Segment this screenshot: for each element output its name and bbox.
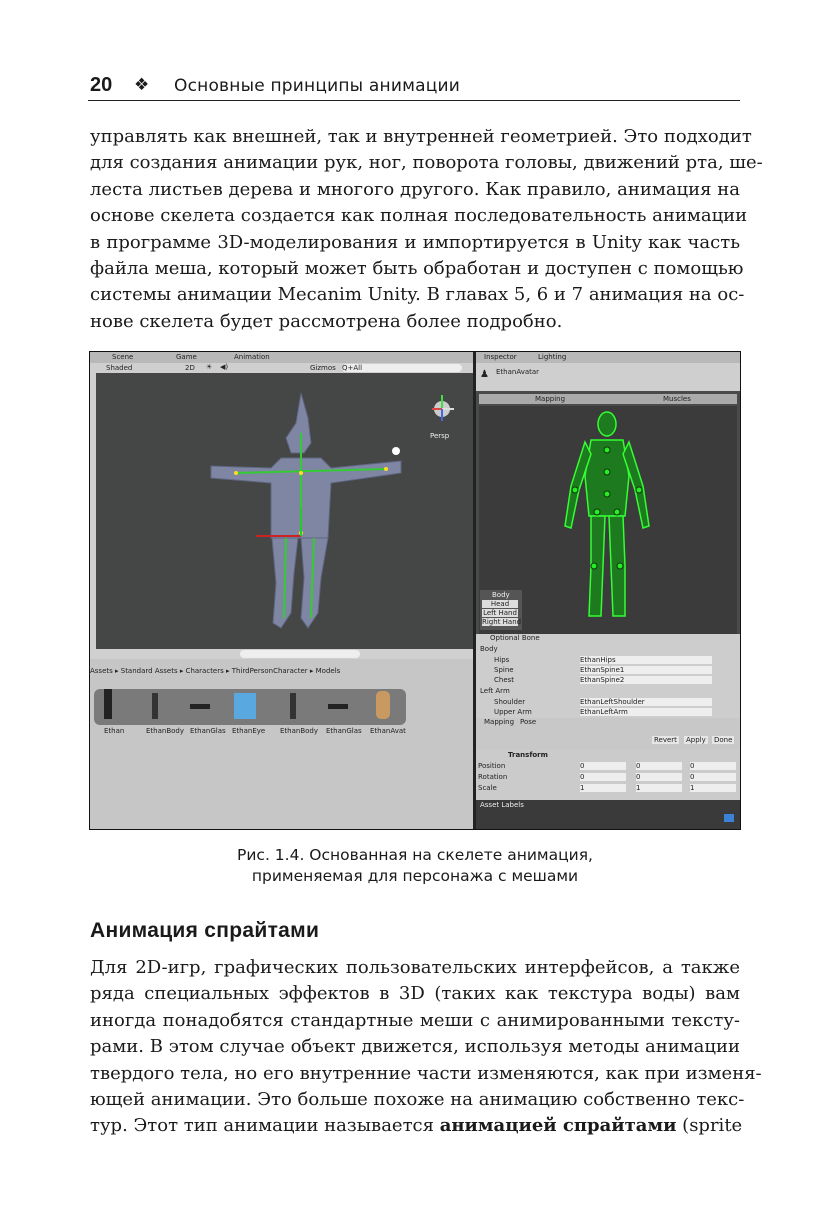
asset-thumb-glasses[interactable] <box>190 704 210 709</box>
asset-label: EthanAvat <box>370 727 406 735</box>
tab-game[interactable]: Game <box>176 353 197 361</box>
scale-y-field[interactable]: 1 <box>636 784 682 792</box>
mapping-tabs <box>479 394 737 404</box>
transform-component <box>476 750 740 800</box>
left-hand-view-button[interactable]: Left Hand <box>483 609 517 617</box>
asset-thumb-eye[interactable] <box>234 693 256 719</box>
shading-mode-dropdown[interactable]: Shaded <box>106 364 133 372</box>
inspector-header <box>476 363 740 391</box>
project-panel <box>90 659 473 829</box>
text-line: системы анимации Mecanim Unity. В главах 5, 6 и 7 анимация на ос- <box>90 284 745 306</box>
bone-hips-label: Hips <box>494 656 510 664</box>
avatar-icon: ♟ <box>480 369 489 380</box>
rotation-y-field[interactable]: 0 <box>636 773 682 781</box>
bone-shoulder-field[interactable]: EthanLeftShoulder <box>580 698 712 706</box>
asset-thumb-glasses2[interactable] <box>328 704 348 709</box>
bone-mapping-list <box>476 634 740 718</box>
page-number: 20 <box>90 74 113 96</box>
gizmos-dropdown[interactable]: Gizmos <box>310 364 336 372</box>
text-line: для создания анимации рук, ног, поворота головы, движений рта, ше- <box>90 152 763 174</box>
persp-label[interactable]: Persp <box>430 432 450 440</box>
scene-search-input[interactable]: Q+All <box>342 364 462 372</box>
character-model <box>96 373 473 649</box>
revert-button[interactable]: Revert <box>654 736 677 744</box>
tab-mapping-bottom[interactable]: Mapping <box>484 718 515 726</box>
scene-viewport[interactable] <box>96 373 473 649</box>
transform-title[interactable]: Transform <box>508 751 548 759</box>
scale-label: Scale <box>478 784 497 792</box>
sun-icon[interactable]: ☀ <box>206 363 213 371</box>
scale-z-field[interactable]: 1 <box>690 784 736 792</box>
asset-thumb-body[interactable] <box>152 693 158 719</box>
view-buttons <box>480 590 522 630</box>
project-search-icon[interactable] <box>240 650 360 658</box>
text-line: рами. В этом случае объект движется, используя методы анимации <box>90 1036 740 1058</box>
position-x-field[interactable]: 0 <box>580 762 626 770</box>
inspector-tab-bar <box>476 352 740 363</box>
text-line: управлять как внешней, так и внутренней геометрией. Это подходит <box>90 126 752 147</box>
bone-chest-label: Chest <box>494 676 515 684</box>
rotation-z-field[interactable]: 0 <box>690 773 736 781</box>
position-y-field[interactable]: 0 <box>636 762 682 770</box>
tab-muscles[interactable]: Muscles <box>663 395 691 403</box>
bone-shoulder-label: Shoulder <box>494 698 526 706</box>
position-z-field[interactable]: 0 <box>690 762 736 770</box>
scale-x-field[interactable]: 1 <box>580 784 626 792</box>
caption-line: применяемая для персонажа с мешами <box>251 867 579 885</box>
asset-label: EthanGlas <box>190 727 226 735</box>
text-line: леста листьев дерева и многого другого. Как правило, анимация на <box>90 178 740 200</box>
tab-pose[interactable]: Pose <box>520 718 537 726</box>
tab-inspector[interactable]: Inspector <box>484 353 517 361</box>
text-line: основе скелета создается как полная последовательность анимации <box>90 205 748 227</box>
asset-labels-bar <box>476 800 740 829</box>
text-line: ющей анимации. Это больше похоже на анимацию собственно текс- <box>90 1089 745 1111</box>
bone-upper-arm-field[interactable]: EthanLeftArm <box>580 708 712 716</box>
figure-caption <box>90 845 740 887</box>
bone-spine-field[interactable]: EthanSpine1 <box>580 666 712 674</box>
tab-lighting[interactable]: Lighting <box>538 353 567 361</box>
asset-thumb-avatar[interactable] <box>376 691 390 719</box>
text-fragment: (sprite <box>676 1115 743 1137</box>
bone-spine-label: Spine <box>494 666 514 674</box>
asset-labels-title[interactable]: Asset Labels <box>480 801 524 809</box>
section-heading: Анимация спрайтами <box>90 919 320 942</box>
right-hand-view-button[interactable]: Right Hand <box>482 618 522 626</box>
asset-label: EthanEye <box>232 727 266 735</box>
chapter-title: Основные принципы анимации <box>174 76 460 96</box>
toggle-2d-button[interactable]: 2D <box>185 364 195 372</box>
mapping-footer <box>476 718 740 750</box>
tab-scene[interactable]: Scene <box>112 353 134 361</box>
body-view-button[interactable]: Body <box>492 591 510 599</box>
bone-hips-field[interactable]: EthanHips <box>580 656 712 664</box>
asset-bundle-icon[interactable] <box>724 814 734 822</box>
bold-term: анимацией спрайтами <box>439 1115 677 1137</box>
unity-editor-figure <box>89 351 741 830</box>
running-header <box>88 72 740 101</box>
avatar-name: EthanAvatar <box>496 368 540 376</box>
position-label: Position <box>478 762 506 770</box>
text-line: нове скелета будет рассмотрена более подробно. <box>90 310 563 332</box>
asset-thumb-body2[interactable] <box>290 693 296 719</box>
scene-tab-bar <box>90 352 473 363</box>
body-paragraph-2 <box>90 955 762 1140</box>
asset-label: EthanBody <box>280 727 319 735</box>
bone-upper-arm-label: Upper Arm <box>494 708 532 716</box>
project-toolbar <box>90 649 473 659</box>
asset-label: Ethan <box>104 727 125 735</box>
optional-bone-label: Optional Bone <box>490 634 540 642</box>
apply-button[interactable]: Apply <box>686 736 706 744</box>
tab-animation[interactable]: Animation <box>234 353 270 361</box>
text-line: Для 2D-игр, графических пользовательских интерфейсов, а также <box>90 957 740 978</box>
project-breadcrumb[interactable]: Assets ▸ Standard Assets ▸ Characters ▸ ThirdPersonCharacter ▸ Models <box>90 667 341 675</box>
rotation-label: Rotation <box>478 773 508 781</box>
text-line: твердого тела, но его внутренние части изменяются, как при изменя- <box>90 1062 762 1084</box>
asset-label: EthanBody <box>146 727 185 735</box>
rotation-x-field[interactable]: 0 <box>580 773 626 781</box>
head-view-button[interactable]: Head <box>482 600 518 608</box>
scene-toolbar <box>90 363 473 373</box>
caption-line: Рис. 1.4. Основанная на скелете анимация, <box>237 846 593 864</box>
text-line: иногда понадобятся стандартные меши с анимированными тексту- <box>90 1009 740 1031</box>
body-paragraph-1 <box>90 124 763 335</box>
text-fragment: тур. Этот тип анимации называется <box>90 1115 440 1137</box>
done-button[interactable]: Done <box>714 736 733 744</box>
tab-mapping[interactable]: Mapping <box>535 395 566 403</box>
group-body[interactable]: Body <box>480 645 498 653</box>
asset-label: EthanGlas <box>326 727 362 735</box>
text-line-with-term <box>90 1113 743 1139</box>
text-line: файла меша, который может быть обработан и доступен с помощью <box>90 258 744 280</box>
scene-scrollbar[interactable] <box>90 373 96 649</box>
text-line: в программе 3D-моделирования и импортируется в Unity как часть <box>90 231 740 253</box>
bone-chest-field[interactable]: EthanSpine2 <box>580 676 712 684</box>
header-ornament-icon: ❖ <box>134 75 150 95</box>
audio-icon[interactable]: ◀) <box>220 363 229 371</box>
text-line: ряда специальных эффектов в 3D (таких как текстура воды) вам <box>90 983 740 1005</box>
asset-thumb-ethan[interactable] <box>104 689 112 719</box>
group-left-arm[interactable]: Left Arm <box>480 687 510 695</box>
